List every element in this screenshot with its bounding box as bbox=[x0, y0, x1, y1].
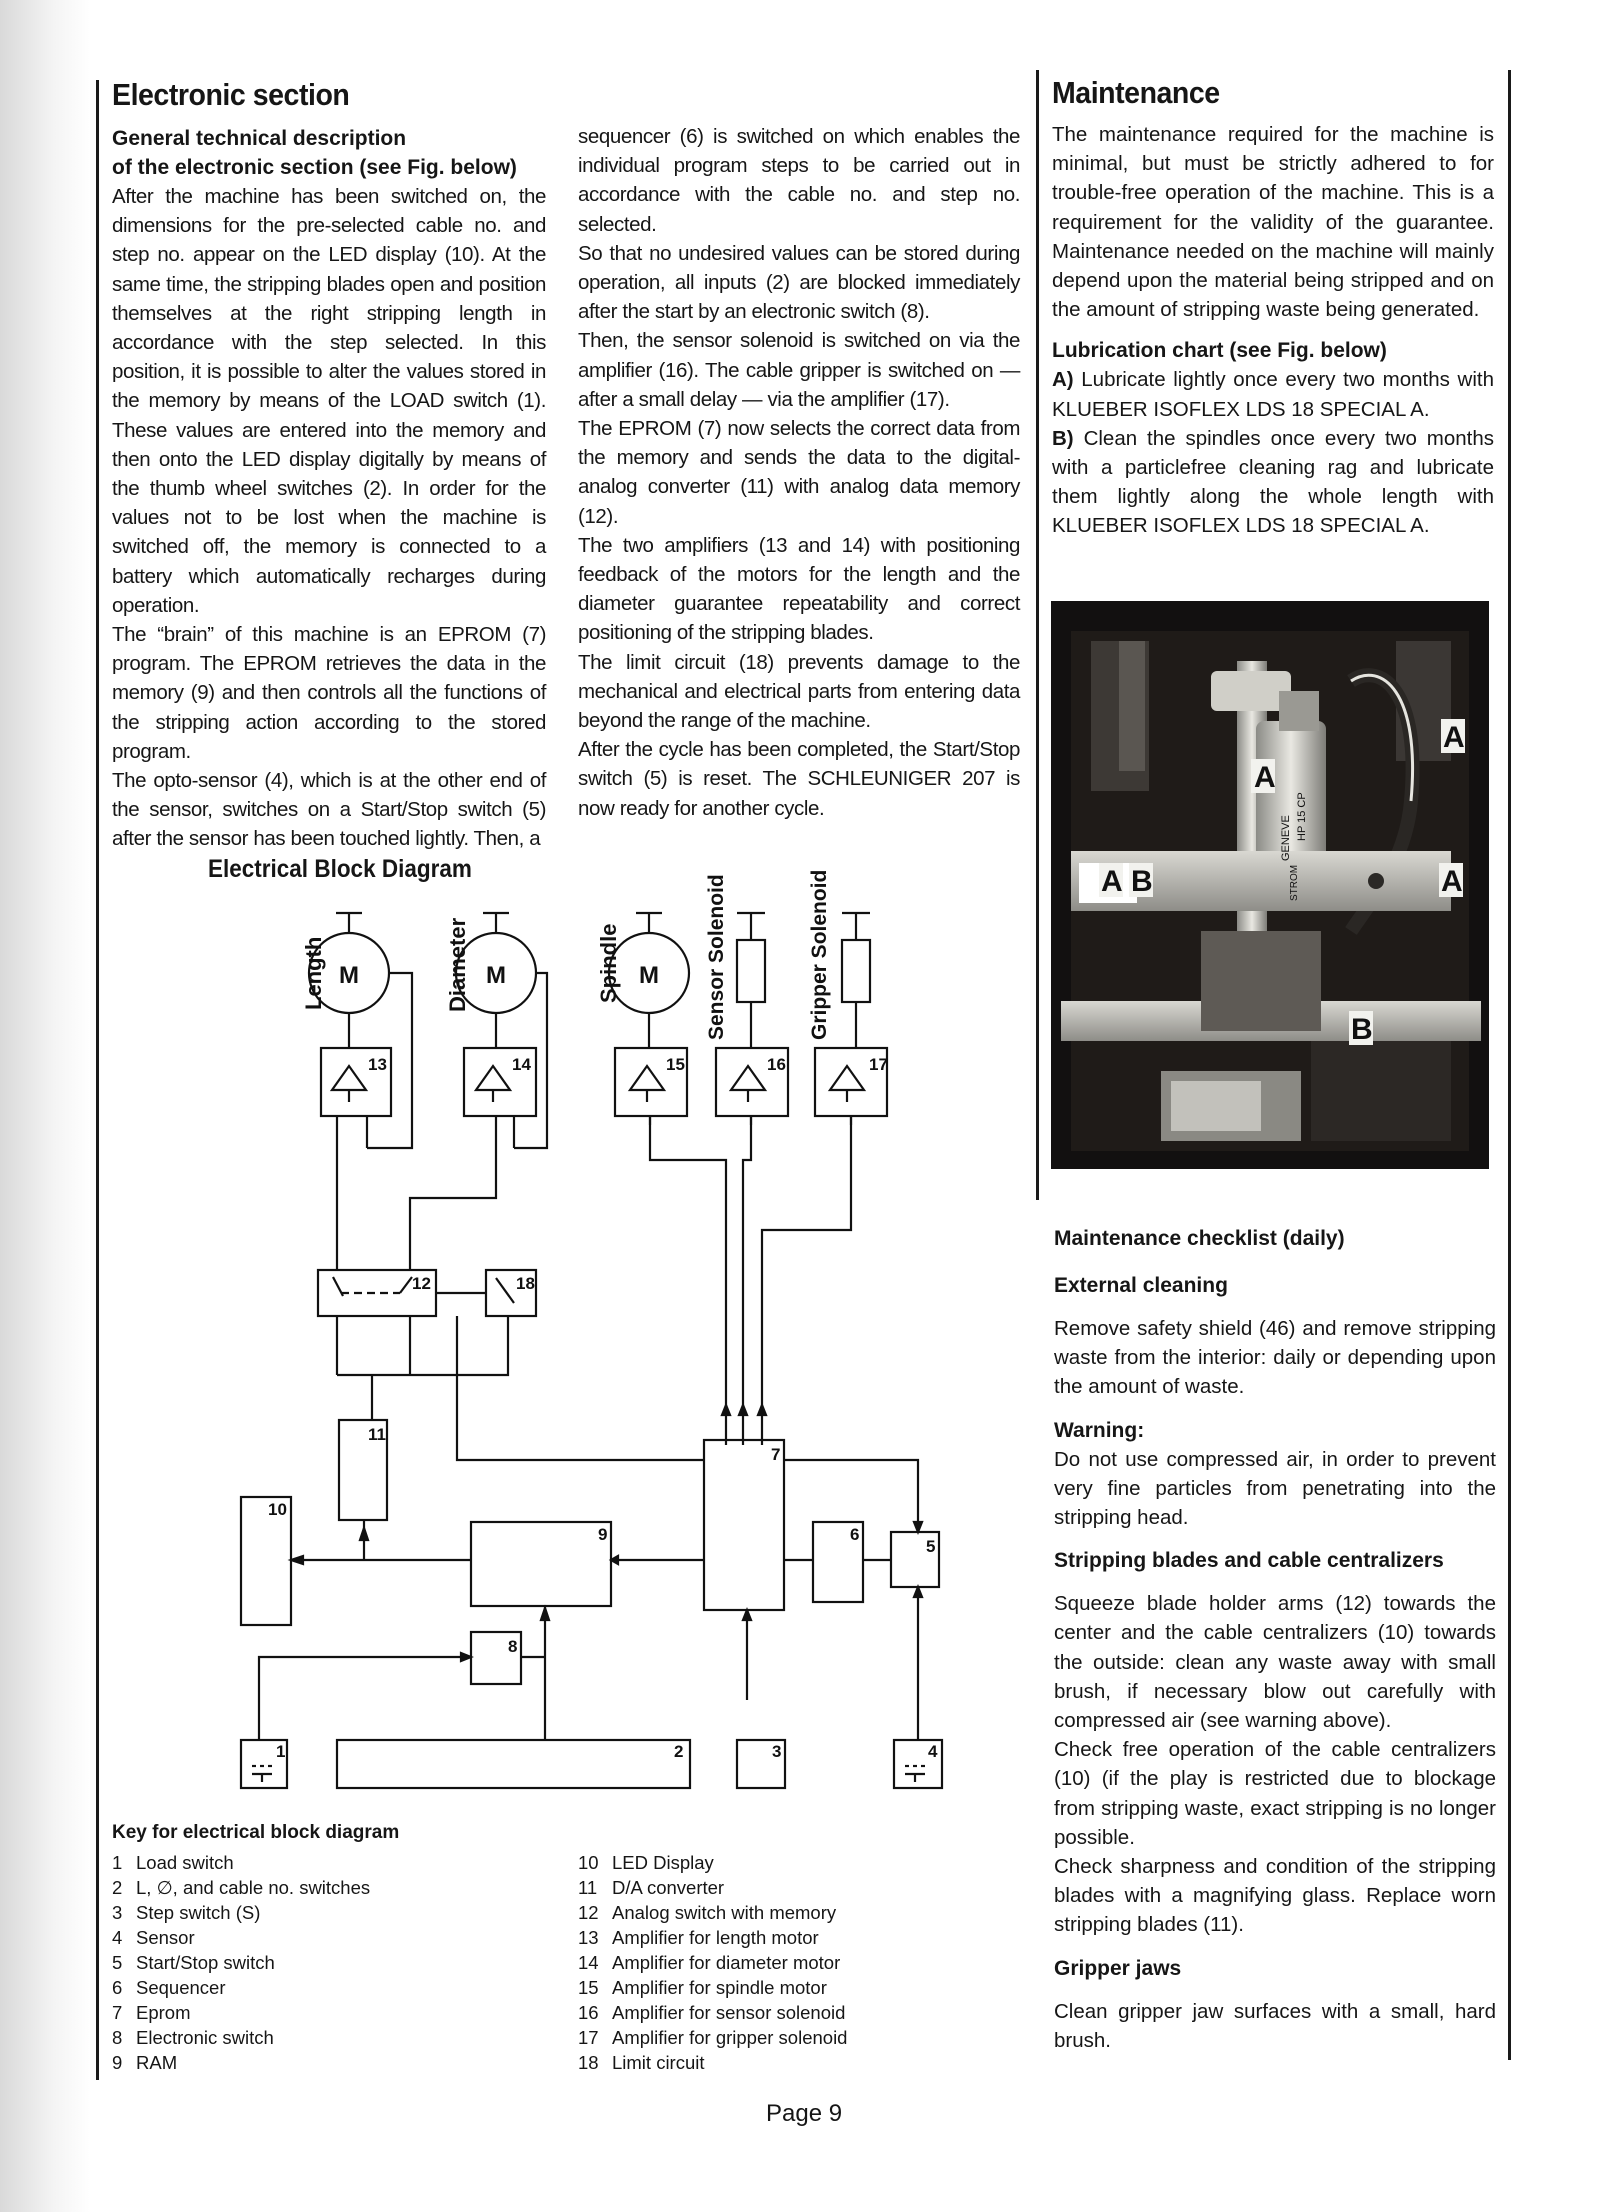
maintenance-checklist bbox=[1054, 1224, 1496, 2055]
machine-illustration bbox=[1051, 601, 1489, 1169]
key-item: 2 L, ∅, and cable no. switches bbox=[112, 1877, 371, 1898]
key-item: 12 Analog switch with memory bbox=[578, 1902, 837, 1923]
external-cleaning-title: External cleaning bbox=[1054, 1274, 1228, 1297]
key-item: 3 Step switch (S) bbox=[112, 1902, 261, 1923]
key-item: 16 Amplifier for sensor solenoid bbox=[578, 2002, 846, 2023]
block-2 bbox=[337, 1740, 690, 1788]
svg-text:11: 11 bbox=[368, 1425, 386, 1444]
amplifier-14 bbox=[410, 1013, 536, 1270]
key-item: 18 Limit circuit bbox=[578, 2052, 705, 2073]
warning-title: Warning: bbox=[1054, 1418, 1145, 1442]
key-title: Key for electrical block diagram bbox=[112, 1822, 400, 1843]
svg-text:13: 13 bbox=[368, 1055, 387, 1074]
block-1 bbox=[241, 1740, 287, 1788]
photo-label-a: A bbox=[1254, 761, 1276, 794]
gripper-solenoid bbox=[808, 870, 870, 1048]
external-cleaning-text: Remove safety shield (46) and remove stripping waste from the interior: daily or depending upon the amount of waste. bbox=[1054, 1317, 1496, 1399]
maintenance-title: Maintenance bbox=[1052, 75, 1220, 110]
machine-photo bbox=[1051, 601, 1489, 1169]
key-item: 13 Amplifier for length motor bbox=[578, 1927, 819, 1948]
diagram-key-left bbox=[112, 1822, 552, 2075]
lubrication-a: A) Lubricate lightly once every two months with KLUEBER ISOFLEX LDS 18 SPECIAL A. bbox=[1052, 368, 1494, 421]
label-sensor-solenoid: Sensor Solenoid bbox=[705, 874, 728, 1040]
key-item: 10 LED Display bbox=[578, 1852, 714, 1873]
amplifier-17 bbox=[815, 1048, 888, 1125]
block-3 bbox=[737, 1740, 785, 1788]
label-length: Length bbox=[301, 936, 326, 1010]
key-item: 14 Amplifier for diameter motor bbox=[578, 1952, 841, 1973]
svg-text:12: 12 bbox=[412, 1274, 431, 1293]
paragraph: After the machine has been switched on, the dimensions for the pre-selected cable no. and step no. appear on the LED display (10). At the same time, the stripping blades open and position themselves at the right stripping length in accordance with the step selected. In this position, it is possible to alter the values stored in the memory by means of the LOAD switch (1). These values are entered into the memory and then onto the LED display digitally by means of the thumb wheel switches (2). In order for the values not to be lost when the machine is switched off, the memory is connected to a battery which automatically recharges during operation. bbox=[112, 185, 546, 617]
paragraph: The limit circuit (18) prevents damage to the mechanical and electrical parts from entering data beyond the range of the machine. bbox=[578, 650, 1020, 733]
svg-text:9: 9 bbox=[598, 1525, 608, 1544]
checklist-title: Maintenance checklist (daily) bbox=[1054, 1227, 1345, 1250]
paragraph: The two amplifiers (13 and 14) with positioning feedback of the motors for the length and the diameter guarantee repeatability and correct positioning of the stripping blades. bbox=[578, 533, 1020, 645]
svg-text:8: 8 bbox=[508, 1637, 518, 1656]
photo-label-a: A bbox=[1441, 865, 1463, 898]
amplifier-13 bbox=[321, 1013, 391, 1270]
label-diameter: Diameter bbox=[445, 917, 470, 1012]
svg-text:18: 18 bbox=[516, 1274, 535, 1293]
paragraph: sequencer (6) is switched on which enables the individual program steps to be carried out in accordance with the cable no. and step no. selected. bbox=[578, 125, 1020, 236]
motor-letter: M bbox=[339, 962, 359, 989]
motor-label-model: HP 15 CP bbox=[1296, 792, 1308, 841]
key-item: 11 D/A converter bbox=[578, 1877, 725, 1898]
svg-text:2: 2 bbox=[674, 1742, 684, 1761]
motor-label-make: STROM bbox=[1289, 864, 1300, 901]
photo-label-b: B bbox=[1131, 865, 1153, 898]
block-4 bbox=[894, 1740, 942, 1788]
diagram-key-right bbox=[578, 1850, 1018, 2075]
motor-letter: M bbox=[639, 962, 659, 989]
page-number: Page 9 bbox=[766, 2100, 843, 2127]
diagram-title: Electrical Block Diagram bbox=[208, 855, 472, 883]
amplifier-16 bbox=[716, 1048, 788, 1125]
lubrication-b: B) Clean the spindles once every two months with a particlefree cleaning rag and lubricate them lightly along the whole length with KLUEBER ISOFLEX LDS 18 SPECIAL A. bbox=[1052, 426, 1495, 538]
block-5 bbox=[891, 1532, 939, 1740]
subtitle-line-2: of the electronic section (see Fig. below) bbox=[112, 156, 517, 179]
paragraph: The “brain” of this machine is an EPROM (7) program. The EPROM retrieves the data in the memory (9) and then controls all the functions of the stripping action according to the stored program. bbox=[112, 623, 546, 763]
svg-text:5: 5 bbox=[926, 1537, 936, 1556]
blades-paragraph: Squeeze blade holder arms (12) towards the center and the cable centralizers (10) towards the outside: clean any waste away with small brush, if necessary blow out carefully with compressed air (see warning above). bbox=[1054, 1592, 1496, 1733]
amplifier-15 bbox=[615, 1013, 687, 1125]
right-column-rule bbox=[1508, 70, 1511, 2060]
paragraph: The opto-sensor (4), which is at the other end of the sensor, switches on a Start/Stop switch (5) after the sensor has been touched lightly. Then, a bbox=[112, 769, 546, 851]
label-spindle: Spindle bbox=[596, 923, 621, 1003]
key-item: 6 Sequencer bbox=[112, 1977, 226, 1998]
key-item: 1 Load switch bbox=[112, 1852, 234, 1873]
motor-label-brand: GENEVE bbox=[1280, 815, 1292, 861]
motor-letter: M bbox=[486, 962, 506, 989]
svg-text:16: 16 bbox=[767, 1055, 786, 1074]
photo-label-a: A bbox=[1101, 865, 1123, 898]
paragraph: The EPROM (7) now selects the correct data from the memory and sends the data to the digital-analog converter (11) with analog data memory (12). bbox=[578, 417, 1020, 528]
svg-text:7: 7 bbox=[771, 1445, 781, 1464]
paragraph: After the cycle has been completed, the Start/Stop switch (5) is reset. The SCHLEUNIGER 207 is now ready for another cycle. bbox=[578, 738, 1020, 820]
blades-title: Stripping blades and cable centralizers bbox=[1054, 1549, 1444, 1573]
svg-text:15: 15 bbox=[666, 1055, 685, 1074]
block-9 bbox=[471, 1522, 704, 1632]
section-title: Electronic section bbox=[112, 77, 350, 112]
svg-text:4: 4 bbox=[928, 1742, 938, 1761]
photo-label-a: A bbox=[1443, 721, 1465, 754]
key-item: 17 Amplifier for gripper solenoid bbox=[578, 2027, 848, 2048]
block-11 bbox=[339, 1420, 387, 1560]
key-item: 7 Eprom bbox=[112, 2002, 191, 2023]
paragraph: So that no undesired values can be stored during operation, all inputs (2) are blocked immediately after the start by an electronic switch (8). bbox=[578, 241, 1020, 324]
spindle-motor bbox=[596, 913, 689, 1013]
key-item: 9 RAM bbox=[112, 2052, 178, 2073]
gripper-title: Gripper jaws bbox=[1054, 1956, 1182, 1980]
svg-text:3: 3 bbox=[772, 1742, 782, 1761]
lubrication-title: Lubrication chart (see Fig. below) bbox=[1052, 339, 1387, 363]
maintenance-column bbox=[1052, 74, 1494, 541]
block-8 bbox=[259, 1632, 545, 1740]
gripper-text: Clean gripper jaw surfaces with a small, hard brush. bbox=[1054, 1999, 1496, 2052]
warning-text: Do not use compressed air, in order to prevent very fine particles from penetrating into the stripping head. bbox=[1054, 1447, 1496, 1530]
photo-label-b: B bbox=[1351, 1013, 1373, 1046]
subtitle-line-1: General technical description bbox=[112, 127, 407, 150]
key-item: 5 Start/Stop switch bbox=[112, 1952, 275, 1973]
svg-text:14: 14 bbox=[512, 1055, 531, 1074]
block-12 bbox=[318, 1270, 436, 1375]
label-gripper-solenoid: Gripper Solenoid bbox=[808, 869, 831, 1040]
key-item: 4 Sensor bbox=[112, 1927, 195, 1948]
length-motor bbox=[301, 913, 412, 1148]
key-item: 8 Electronic switch bbox=[112, 2027, 274, 2048]
block-6 bbox=[813, 1522, 891, 1602]
blades-paragraph: Check free operation of the cable centralizers (10) (if the play is restricted due to blockage from stripping waste, exact stripping is no longer possible. bbox=[1054, 1738, 1496, 1849]
svg-text:17: 17 bbox=[869, 1055, 888, 1074]
maintenance-intro: The maintenance required for the machine is minimal, but must be strictly adhered to for trouble-free operation of the machine. This is a requirement for the validity of the guarantee. Maintenance needed on the machine will mainly depend upon the material being stripped and on the amount of stripping waste being generated. bbox=[1052, 123, 1494, 322]
svg-text:1: 1 bbox=[276, 1742, 286, 1761]
paragraph: Then, the sensor solenoid is switched on via the amplifier (16). The cable gripper is switched on — after a small delay — via the amplifier (17). bbox=[578, 329, 1020, 411]
blades-paragraph: Check sharpness and condition of the stripping blades with a magnifying glass. Replace worn stripping blades (11). bbox=[1054, 1855, 1496, 1937]
svg-text:6: 6 bbox=[850, 1525, 860, 1544]
block-10 bbox=[241, 1497, 291, 1625]
svg-text:10: 10 bbox=[268, 1500, 287, 1519]
key-item: 15 Amplifier for spindle motor bbox=[578, 1977, 827, 1998]
sensor-solenoid bbox=[705, 874, 765, 1048]
